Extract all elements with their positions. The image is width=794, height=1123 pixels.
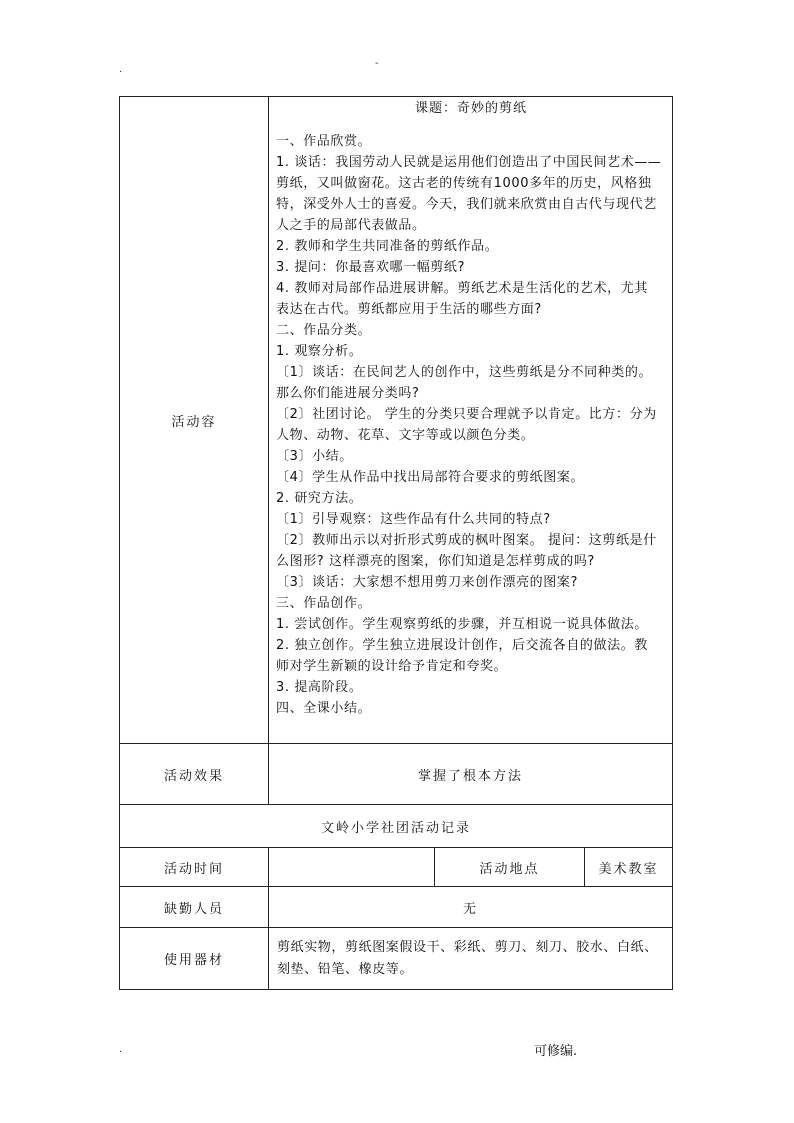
materials-value (269, 928, 673, 990)
content-line: 师对学生新颖的设计给予肯定和夸奖。 (276, 659, 508, 674)
materials-line: 刻垫、铅笔、橡皮等。 (277, 961, 414, 977)
absent-value: 无 (269, 887, 673, 928)
content-line: 一、作品欣赏。 (276, 134, 372, 149)
content-line: 〔2〕社团讨论。 学生的分类只要合理就予以肯定。比方：分为 (276, 407, 657, 422)
header-dash: - (375, 58, 379, 69)
content-line: 2. 独立创作。学生独立进展设计创作，后交流各自的做法。教 (276, 638, 648, 653)
content-line: 么图形? 这样漂亮的图案，你们知道是怎样剪成的吗? (276, 554, 595, 569)
content-line: 〔3〕小结。 (276, 449, 353, 464)
content-line: 四、全课小结。 (276, 701, 372, 716)
content-line: 〔3〕谈话：大家想不想用剪刀来创作漂亮的图案? (276, 575, 578, 590)
place-value: 美术教室 (585, 848, 673, 887)
record-title: 文岭小学社团活动记录 (120, 805, 673, 848)
footer-note: 可修编. (534, 1044, 578, 1059)
materials-label: 使用器材 (120, 928, 269, 990)
content-line: 特，深受外人士的喜爱。今天，我们就来欣赏由自古代与现代艺 (276, 197, 657, 212)
content-line: 剪纸，又叫做窗花。这古老的传统有1000多年的历史，风格独 (276, 176, 652, 191)
time-place-row (120, 848, 673, 887)
time-label: 活动时间 (120, 848, 269, 887)
absent-row (120, 887, 673, 928)
footer-dot: . (119, 1044, 123, 1055)
materials-line: 剪纸实物，剪纸图案假设干、彩纸、剪刀、刻刀、胶水、白纸、 (277, 939, 658, 955)
content-line: 3. 提高阶段。 (276, 680, 363, 695)
content-line: 那么你们能进展分类吗? (276, 386, 420, 401)
content-cell (269, 97, 673, 744)
content-line: 表达在古代。剪纸都应用于生活的哪些方面? (276, 302, 542, 317)
content-line: 2. 研究方法。 (276, 491, 363, 506)
content-line: 3. 提问：你最喜欢哪一幅剪纸? (276, 260, 466, 275)
effect-label: 活动效果 (120, 744, 269, 805)
time-value (269, 848, 435, 887)
content-line: 〔1〕引导观察：这些作品有什么共同的特点? (276, 512, 551, 527)
place-label: 活动地点 (435, 848, 585, 887)
content-row (120, 97, 673, 744)
content-line: 三、作品创作。 (276, 596, 372, 611)
content-line: 4. 教师对局部作品进展讲解。剪纸艺术是生活化的艺术，尤其 (276, 281, 648, 296)
content-line: 人之手的局部代表做品。 (276, 218, 426, 233)
absent-label: 缺勤人员 (120, 887, 269, 928)
record-title-row (120, 805, 673, 848)
header-dot: . (119, 64, 123, 75)
effect-value: 掌握了根本方法 (269, 744, 673, 805)
content-line: 2. 教师和学生共同准备的剪纸作品。 (276, 239, 499, 254)
lesson-topic: 课题：奇妙的剪纸 (415, 101, 528, 116)
effect-row (120, 744, 673, 805)
content-label: 活动容 (120, 97, 269, 744)
content-line: 1. 尝试创作。学生观察剪纸的步骤，并互相说一说具体做法。 (276, 617, 648, 632)
content-line: 二、作品分类。 (276, 323, 372, 338)
content-line: 〔1〕谈话：在民间艺人的创作中，这些剪纸是分不同种类的。 (276, 365, 653, 380)
content-line: 〔4〕学生从作品中找出局部符合要求的剪纸图案。 (276, 470, 585, 485)
content-line: 1. 谈话：我国劳动人民就是运用他们创造出了中国民间艺术—— (276, 155, 662, 170)
content-line: 1. 观察分析。 (276, 344, 363, 359)
content-line: 人物、动物、花草、文字等或以颜色分类。 (276, 428, 535, 443)
content-line: 〔2〕教师出示以对折形式剪成的枫叶图案。 提问：这剪纸是什 (276, 533, 657, 548)
content-lines (276, 131, 666, 719)
materials-row (120, 928, 673, 990)
activity-record-table (119, 96, 673, 990)
